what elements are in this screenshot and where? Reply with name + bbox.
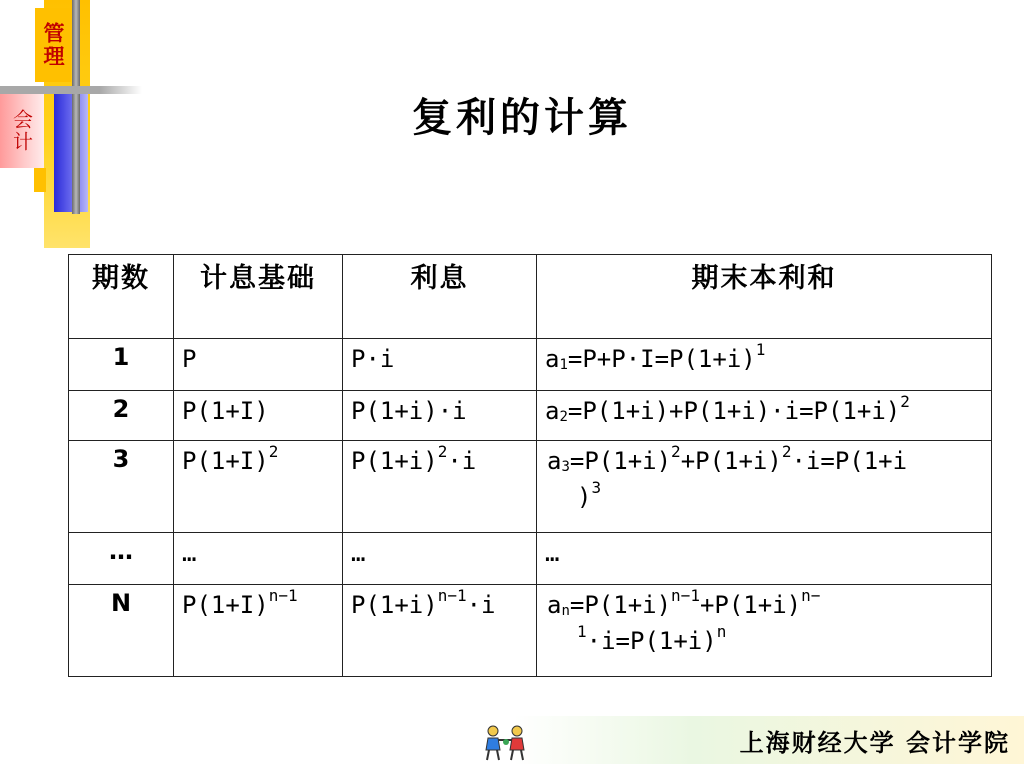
compound-interest-table [68, 254, 992, 677]
cell-total: $a_2=P(1+i)+P(1+i)\cdot i=P(1+i)^2$ [537, 391, 992, 441]
cell-total: $a_1=P+P\cdot I=P(1+i)^1$ [537, 339, 992, 391]
table-row [69, 533, 992, 585]
footer-label: 上海财经大学 会计学院 [739, 727, 1010, 757]
cell-period: 2 [69, 391, 174, 441]
header-base: 计息基础 [174, 255, 343, 339]
cell-period: … [69, 533, 174, 585]
cell-interest: … [343, 533, 537, 585]
cell-interest: $P(1+i)^2\cdot i$ [343, 441, 537, 533]
slide-title: 复利的计算 [412, 94, 632, 141]
table-row [69, 441, 992, 533]
tag-accounting: 会计 [0, 94, 44, 168]
cell-interest: P·i [343, 339, 537, 391]
cell-base: … [174, 533, 343, 585]
cell-period: 3 [69, 441, 174, 533]
cell-total: $a_n=P(1+i)^{n-1}+P(1+i)^{n-}$ $^1\cdot i=P(1+i)^n$ [537, 585, 992, 677]
header-period: 期数 [69, 255, 174, 339]
cell-interest: $P(1+i)^{n-1}\cdot i$ [343, 585, 537, 677]
cell-period: 1 [69, 339, 174, 391]
cell-base: P(1+I) [174, 391, 343, 441]
cell-total: $a_3=P(1+i)^2+P(1+i)^2\cdot i=P(1+i$ )$^3$ [537, 441, 992, 533]
cell-period: N [69, 585, 174, 677]
decorative-yellow-block [34, 168, 46, 192]
cell-base: P [174, 339, 343, 391]
cell-base: $P(1+I)^{n-1}$ [174, 585, 343, 677]
table-row [69, 585, 992, 677]
cell-total: … [537, 533, 992, 585]
cell-base: $P(1+I)^2$ [174, 441, 343, 533]
table-row [69, 339, 992, 391]
tag-management: 管理 [35, 8, 71, 82]
table-row [69, 391, 992, 441]
header-total: 期末本利和 [537, 255, 992, 339]
cell-interest: P(1+i)·i [343, 391, 537, 441]
header-interest: 利息 [343, 255, 537, 339]
